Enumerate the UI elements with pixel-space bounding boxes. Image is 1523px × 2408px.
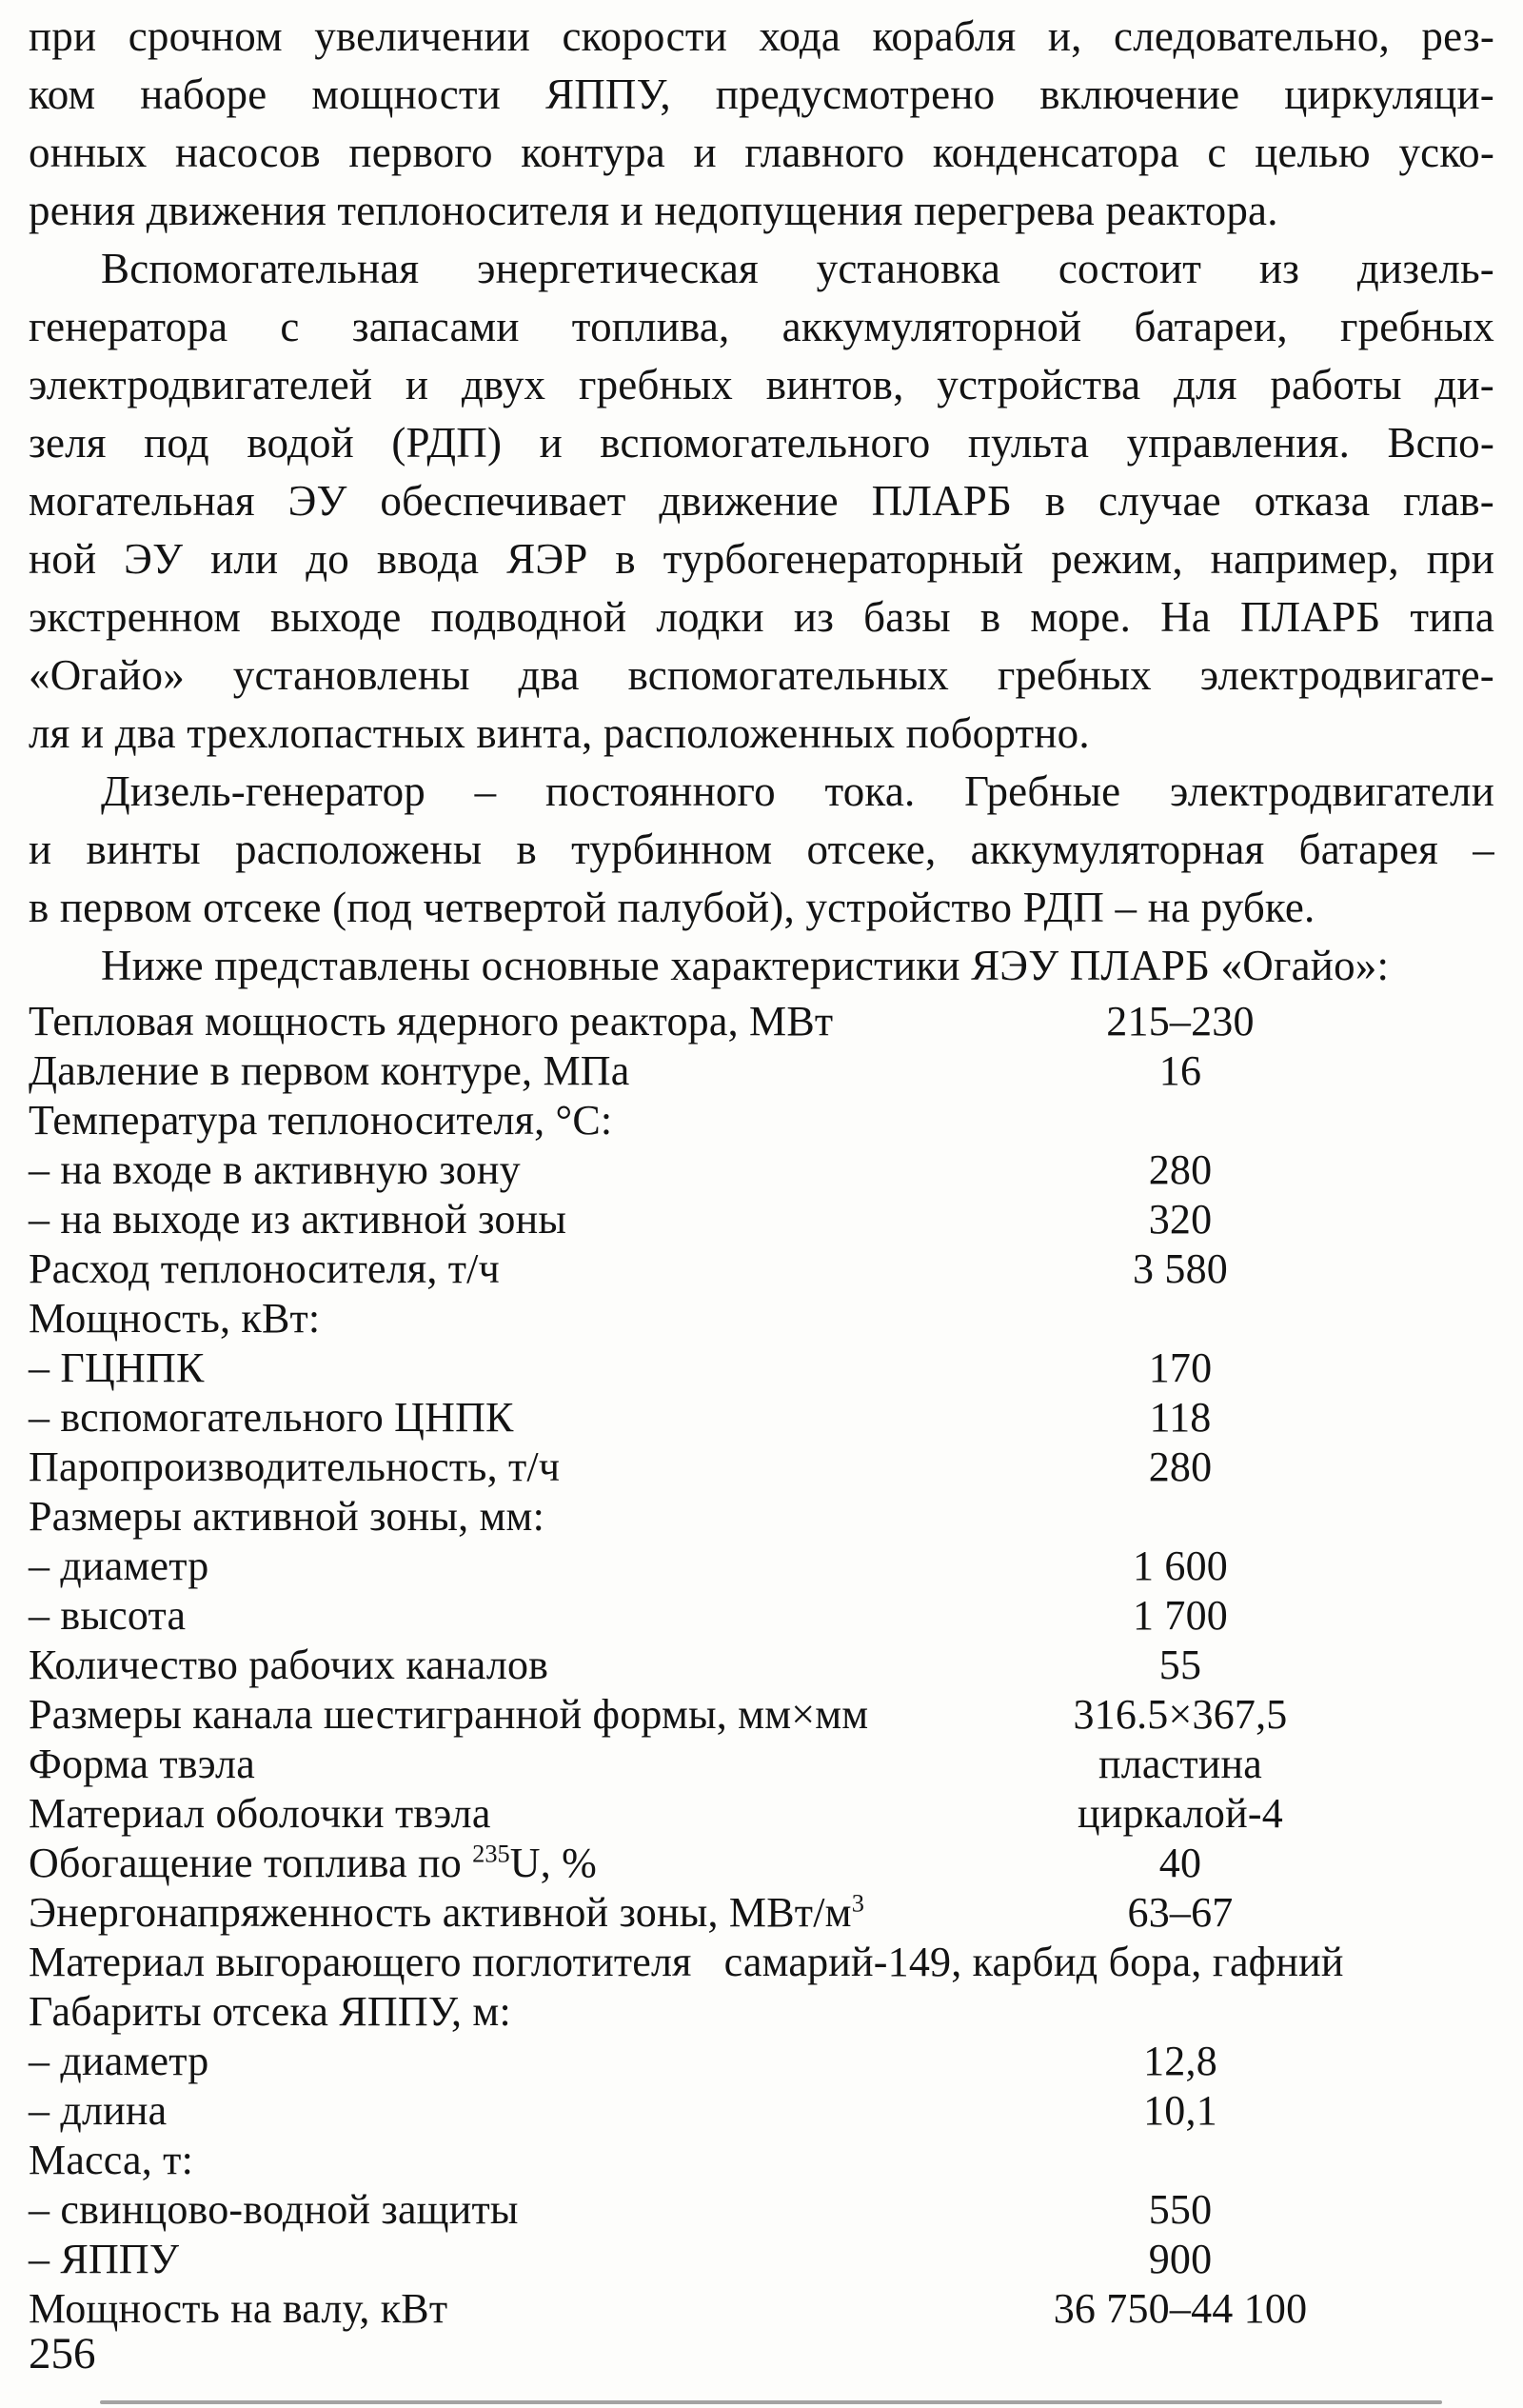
row-label: – диаметр: [29, 1542, 209, 1589]
text-line: в первом отсеке (под четвертой палубой), устройство РДП – на рубке.: [29, 884, 1315, 931]
row-value: 3 580: [1133, 1245, 1228, 1292]
row-value: 63–67: [1127, 1889, 1234, 1936]
table-row: [29, 2235, 1494, 2284]
text-line: ной ЭУ или до ввода ЯЭР в турбогенераторный режим, например, при: [29, 535, 1494, 583]
table-row: [29, 1690, 1494, 1740]
row-label: [29, 1889, 864, 1936]
superscript: 235: [472, 1839, 510, 1868]
row-label: Материал выгорающего поглотителя: [29, 1939, 692, 1985]
row-label: Габариты отсека ЯППУ, м:: [29, 1988, 511, 2035]
row-label: Температура теплоносителя, °С:: [29, 1097, 613, 1144]
text-line: и винты расположены в турбинном отсеке, аккумуляторная батарея –: [29, 826, 1494, 873]
text-line: «Огайо» установлены два вспомогательных гребных электродвигате-: [29, 651, 1494, 699]
text-line: Вспомогательная энергетическая установка состоит из дизель-: [101, 245, 1494, 292]
row-value: 280: [1148, 1146, 1213, 1193]
row-label: Паропроизводительность, т/ч: [29, 1443, 561, 1490]
row-value: 118: [1149, 1394, 1212, 1441]
row-label: – свинцово-водной защиты: [29, 2186, 519, 2233]
row-label: – на выходе из активной зоны: [29, 1196, 567, 1243]
row-label: – диаметр: [29, 2038, 209, 2084]
text-line: ком наборе мощности ЯППУ, предусмотрено включение циркуляци-: [29, 70, 1494, 118]
table-row: [29, 1096, 1494, 1145]
row-label: Форма твэла: [29, 1741, 255, 1787]
row-label: Мощность на валу, кВт: [29, 2285, 448, 2332]
row-value: 320: [1148, 1196, 1213, 1243]
table-row: [29, 2284, 1494, 2334]
table-row: [29, 1046, 1494, 1096]
row-label: Тепловая мощность ядерного реактора, МВт: [29, 998, 834, 1045]
row-value: 900: [1148, 2236, 1213, 2282]
text-line: зеля под водой (РДП) и вспомогательного пульта управления. Вспо-: [29, 419, 1494, 467]
table-row: [29, 1888, 1494, 1938]
text-line: при срочном увеличении скорости хода корабля и, следовательно, рез-: [29, 12, 1494, 60]
row-label: [29, 1840, 597, 1886]
row-label: – ГЦНПК: [29, 1344, 205, 1391]
table-row: [29, 1987, 1494, 2037]
table-row: [29, 1443, 1494, 1492]
row-label: Мощность, кВт:: [29, 1295, 321, 1342]
table-row: [29, 1542, 1494, 1591]
row-label: – вспомогательного ЦНПК: [29, 1394, 514, 1441]
row-label: – длина: [29, 2087, 168, 2134]
row-value: 40: [1158, 1840, 1202, 1886]
table-row: [29, 1789, 1494, 1839]
row-value: 10,1: [1143, 2087, 1217, 2134]
table-row: [29, 2185, 1494, 2235]
text-line: онных насосов первого контура и главного конденсатора с целью уско-: [29, 129, 1494, 176]
row-value: 55: [1158, 1642, 1202, 1688]
row-label: – ЯППУ: [29, 2236, 180, 2282]
specs-table: [29, 997, 1494, 2334]
text-line: рения движения теплоносителя и недопущения перегрева реактора.: [29, 187, 1278, 234]
table-row: [29, 1195, 1494, 1244]
paragraph: [29, 937, 1494, 995]
table-row: [29, 997, 1494, 1046]
row-value: 550: [1148, 2186, 1213, 2233]
row-value: 1 600: [1133, 1542, 1228, 1589]
row-value: 280: [1148, 1443, 1213, 1490]
row-value: 170: [1148, 1344, 1213, 1391]
table-row: [29, 1244, 1494, 1294]
row-value: пластина: [1098, 1741, 1262, 1787]
row-label: Масса, т:: [29, 2137, 194, 2183]
text-line: Дизель-генератор – постоянного тока. Гребные электродвигатели: [101, 767, 1494, 815]
row-label: Размеры активной зоны, мм:: [29, 1493, 545, 1540]
row-value: 16: [1158, 1047, 1202, 1094]
row-label-prefix: Обогащение топлива по: [29, 1840, 473, 1886]
table-row: [29, 1492, 1494, 1542]
paragraph: [29, 240, 1494, 763]
row-label-suffix: U, %: [509, 1840, 597, 1886]
row-value: самарий-149, карбид бора, гафний: [723, 1939, 1344, 1985]
text-line: ля и два трехлопастных винта, расположенных побортно.: [29, 709, 1090, 757]
row-value: циркалой-4: [1078, 1790, 1283, 1837]
row-label: Количество рабочих каналов: [29, 1642, 549, 1688]
row-label: Материал оболочки твэла: [29, 1790, 491, 1837]
row-value: 1 700: [1133, 1592, 1228, 1639]
row-label: Расход теплоносителя, т/ч: [29, 1245, 500, 1292]
row-value: 36 750–44 100: [1053, 2285, 1308, 2332]
scan-artifact-line: [100, 2400, 1442, 2404]
table-row: [29, 1839, 1494, 1888]
row-label: Размеры канала шестигранной формы, мм×мм: [29, 1691, 869, 1738]
row-label: Давление в первом контуре, МПа: [29, 1047, 630, 1094]
row-label: – на входе в активную зону: [29, 1146, 521, 1193]
page-number: 256: [29, 2329, 96, 2378]
table-row: [29, 1393, 1494, 1443]
paragraph: [29, 8, 1494, 240]
row-value: 215–230: [1106, 998, 1255, 1045]
text-line: электродвигателей и двух гребных винтов, устройства для работы ди-: [29, 361, 1494, 408]
text-line: генератора с запасами топлива, аккумуляторной батареи, гребных: [29, 303, 1494, 350]
table-row: [29, 1294, 1494, 1343]
row-value: 316.5×367,5: [1073, 1691, 1288, 1738]
page-content: [29, 8, 1494, 2334]
row-label-prefix: Энергонапряженность активной зоны, МВт/м: [29, 1889, 852, 1936]
text-line: могательная ЭУ обеспечивает движение ПЛАРБ в случае отказа глав-: [29, 477, 1494, 525]
table-row: [29, 1343, 1494, 1393]
row-value: 12,8: [1143, 2038, 1217, 2084]
table-row: [29, 2086, 1494, 2136]
table-row: [29, 1938, 1494, 1987]
table-row: [29, 2037, 1494, 2086]
row-label: – высота: [29, 1592, 187, 1639]
table-row: [29, 2136, 1494, 2185]
text-line: Ниже представлены основные характеристики ЯЭУ ПЛАРБ «Огайо»:: [101, 942, 1390, 989]
table-row: [29, 1641, 1494, 1690]
table-row: [29, 1591, 1494, 1641]
text-line: экстренном выходе подводной лодки из базы в море. На ПЛАРБ типа: [29, 593, 1494, 641]
paragraph: [29, 763, 1494, 937]
table-row: [29, 1740, 1494, 1789]
table-row: [29, 1145, 1494, 1195]
superscript: 3: [851, 1888, 864, 1918]
